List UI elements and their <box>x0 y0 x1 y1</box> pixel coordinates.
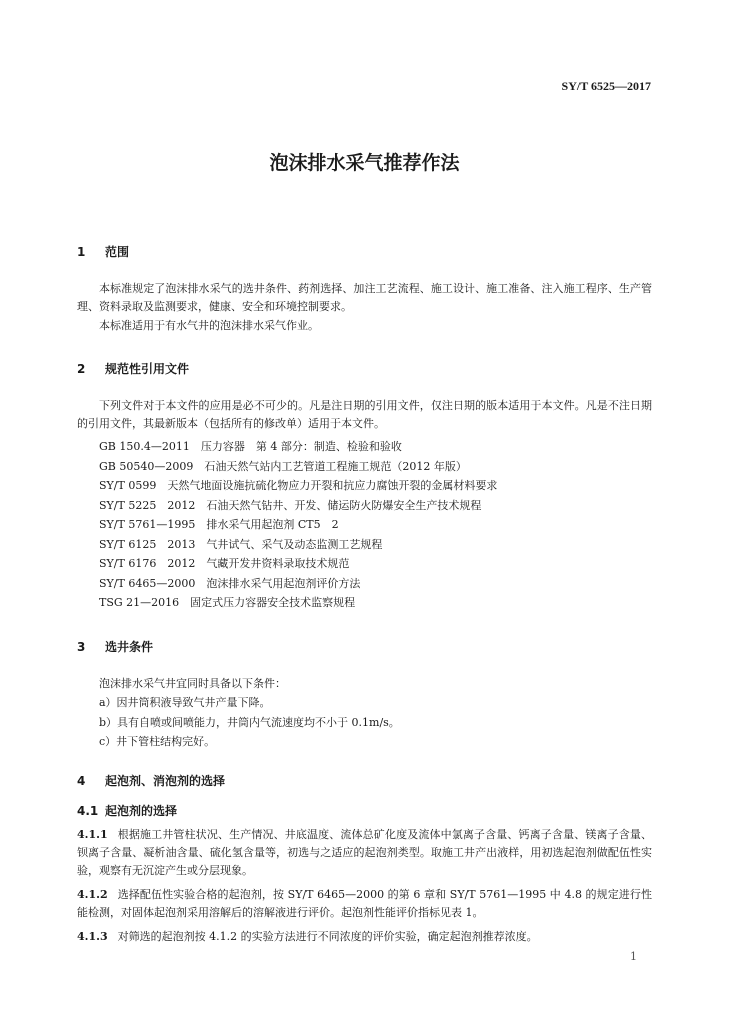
section-4-heading <box>77 772 225 789</box>
section-number: 4 <box>77 774 86 788</box>
reference-item: SY/T 5761—1995 排水采气用起泡剂 CT5 2 <box>99 518 339 531</box>
reference-item: SY/T 6465—2000 泡沫排水采气用起泡剂评价方法 <box>99 577 361 590</box>
clause-text: 选择配伍性实验合格的起泡剂，按 SY/T 6465—2000 的第 6 章和 SY/T 5761—1995 中 4.8 的规定进行性能检测，对固体起泡剂采用溶解后的溶解液进行评价。起泡剂性能评价指标见表 1。 <box>77 888 652 919</box>
standard-code: SY/T 6525—2017 <box>561 79 651 93</box>
section-2-heading <box>77 360 189 377</box>
reference-item: GB 150.4—2011 压力容器 第 4 部分：制造、检验和验收 <box>99 440 402 453</box>
document-title: 泡沫排水采气推荐作法 <box>269 152 460 174</box>
page-number: 1 <box>630 950 637 963</box>
section-number: 3 <box>77 640 86 654</box>
clause-number: 4.1.3 <box>77 930 108 943</box>
section-number: 1 <box>77 245 86 259</box>
reference-item: SY/T 6176 2012 气藏开发井资料录取技术规范 <box>99 557 350 570</box>
clause-4-1-3 <box>77 928 652 946</box>
reference-item: GB 50540—2009 石油天然气站内工艺管道工程施工规范（2012 年版） <box>99 460 467 473</box>
reference-item: SY/T 6125 2013 气井试气、采气及动态监测工艺规程 <box>99 538 383 551</box>
section-title: 范围 <box>105 245 130 259</box>
condition-item: c）井下管柱结构完好。 <box>99 735 216 748</box>
section-title: 起泡剂、消泡剂的选择 <box>105 774 226 788</box>
section-1-paragraph-2: 本标准适用于有水气井的泡沫排水采气作业。 <box>99 319 319 332</box>
section-title: 规范性引用文件 <box>105 362 190 376</box>
subsection-number: 4.1 <box>77 804 99 818</box>
section-number: 2 <box>77 362 86 376</box>
section-3-heading <box>77 638 153 655</box>
condition-item: a）因井筒积液导致气井产量下降。 <box>99 696 271 709</box>
reference-item: SY/T 0599 天然气地面设施抗硫化物应力开裂和抗应力腐蚀开裂的金属材料要求 <box>99 479 498 492</box>
clause-number: 4.1.2 <box>77 888 108 901</box>
clause-4-1-2 <box>77 886 652 922</box>
section-1-heading <box>77 243 129 260</box>
clause-4-1-1 <box>77 826 652 880</box>
reference-item: TSG 21—2016 固定式压力容器安全技术监察规程 <box>99 596 356 609</box>
condition-item: b）具有自喷或间喷能力，井筒内气流速度均不小于 0.1m/s。 <box>99 716 400 729</box>
clause-text: 对筛选的起泡剂按 4.1.2 的实验方法进行不同浓度的评价实验，确定起泡剂推荐浓度。 <box>117 930 538 943</box>
clause-text: 根据施工井管柱状况、生产情况、井底温度、流体总矿化度及流体中氯离子含量、钙离子含量、镁离子含量、钡离子含量、凝析油含量、硫化氢含量等，初选与之适应的起泡剂类型。取施工井产出液样，用初选起泡剂做配伍性实验，观察有无沉淀产生或分层现象。 <box>77 828 652 877</box>
subsection-4-1-heading <box>77 802 177 819</box>
section-title: 选井条件 <box>105 640 154 654</box>
section-2-paragraph-1: 下列文件对于本文件的应用是必不可少的。凡是注日期的引用文件，仅注日期的版本适用于本文件。凡是不注日期的引用文件，其最新版本（包括所有的修改单）适用于本文件。 <box>77 399 652 430</box>
section-3-paragraph-1: 泡沫排水采气井宜同时具备以下条件： <box>99 677 286 690</box>
section-1-paragraph-1: 本标准规定了泡沫排水采气的选井条件、药剂选择、加注工艺流程、施工设计、施工准备、注入施工程序、生产管理、资料录取及监测要求，健康、安全和环境控制要求。 <box>77 282 652 313</box>
clause-number: 4.1.1 <box>77 828 108 841</box>
subsection-title: 起泡剂的选择 <box>105 804 178 818</box>
reference-item: SY/T 5225 2012 石油天然气钻井、开发、储运防火防爆安全生产技术规程 <box>99 499 482 512</box>
